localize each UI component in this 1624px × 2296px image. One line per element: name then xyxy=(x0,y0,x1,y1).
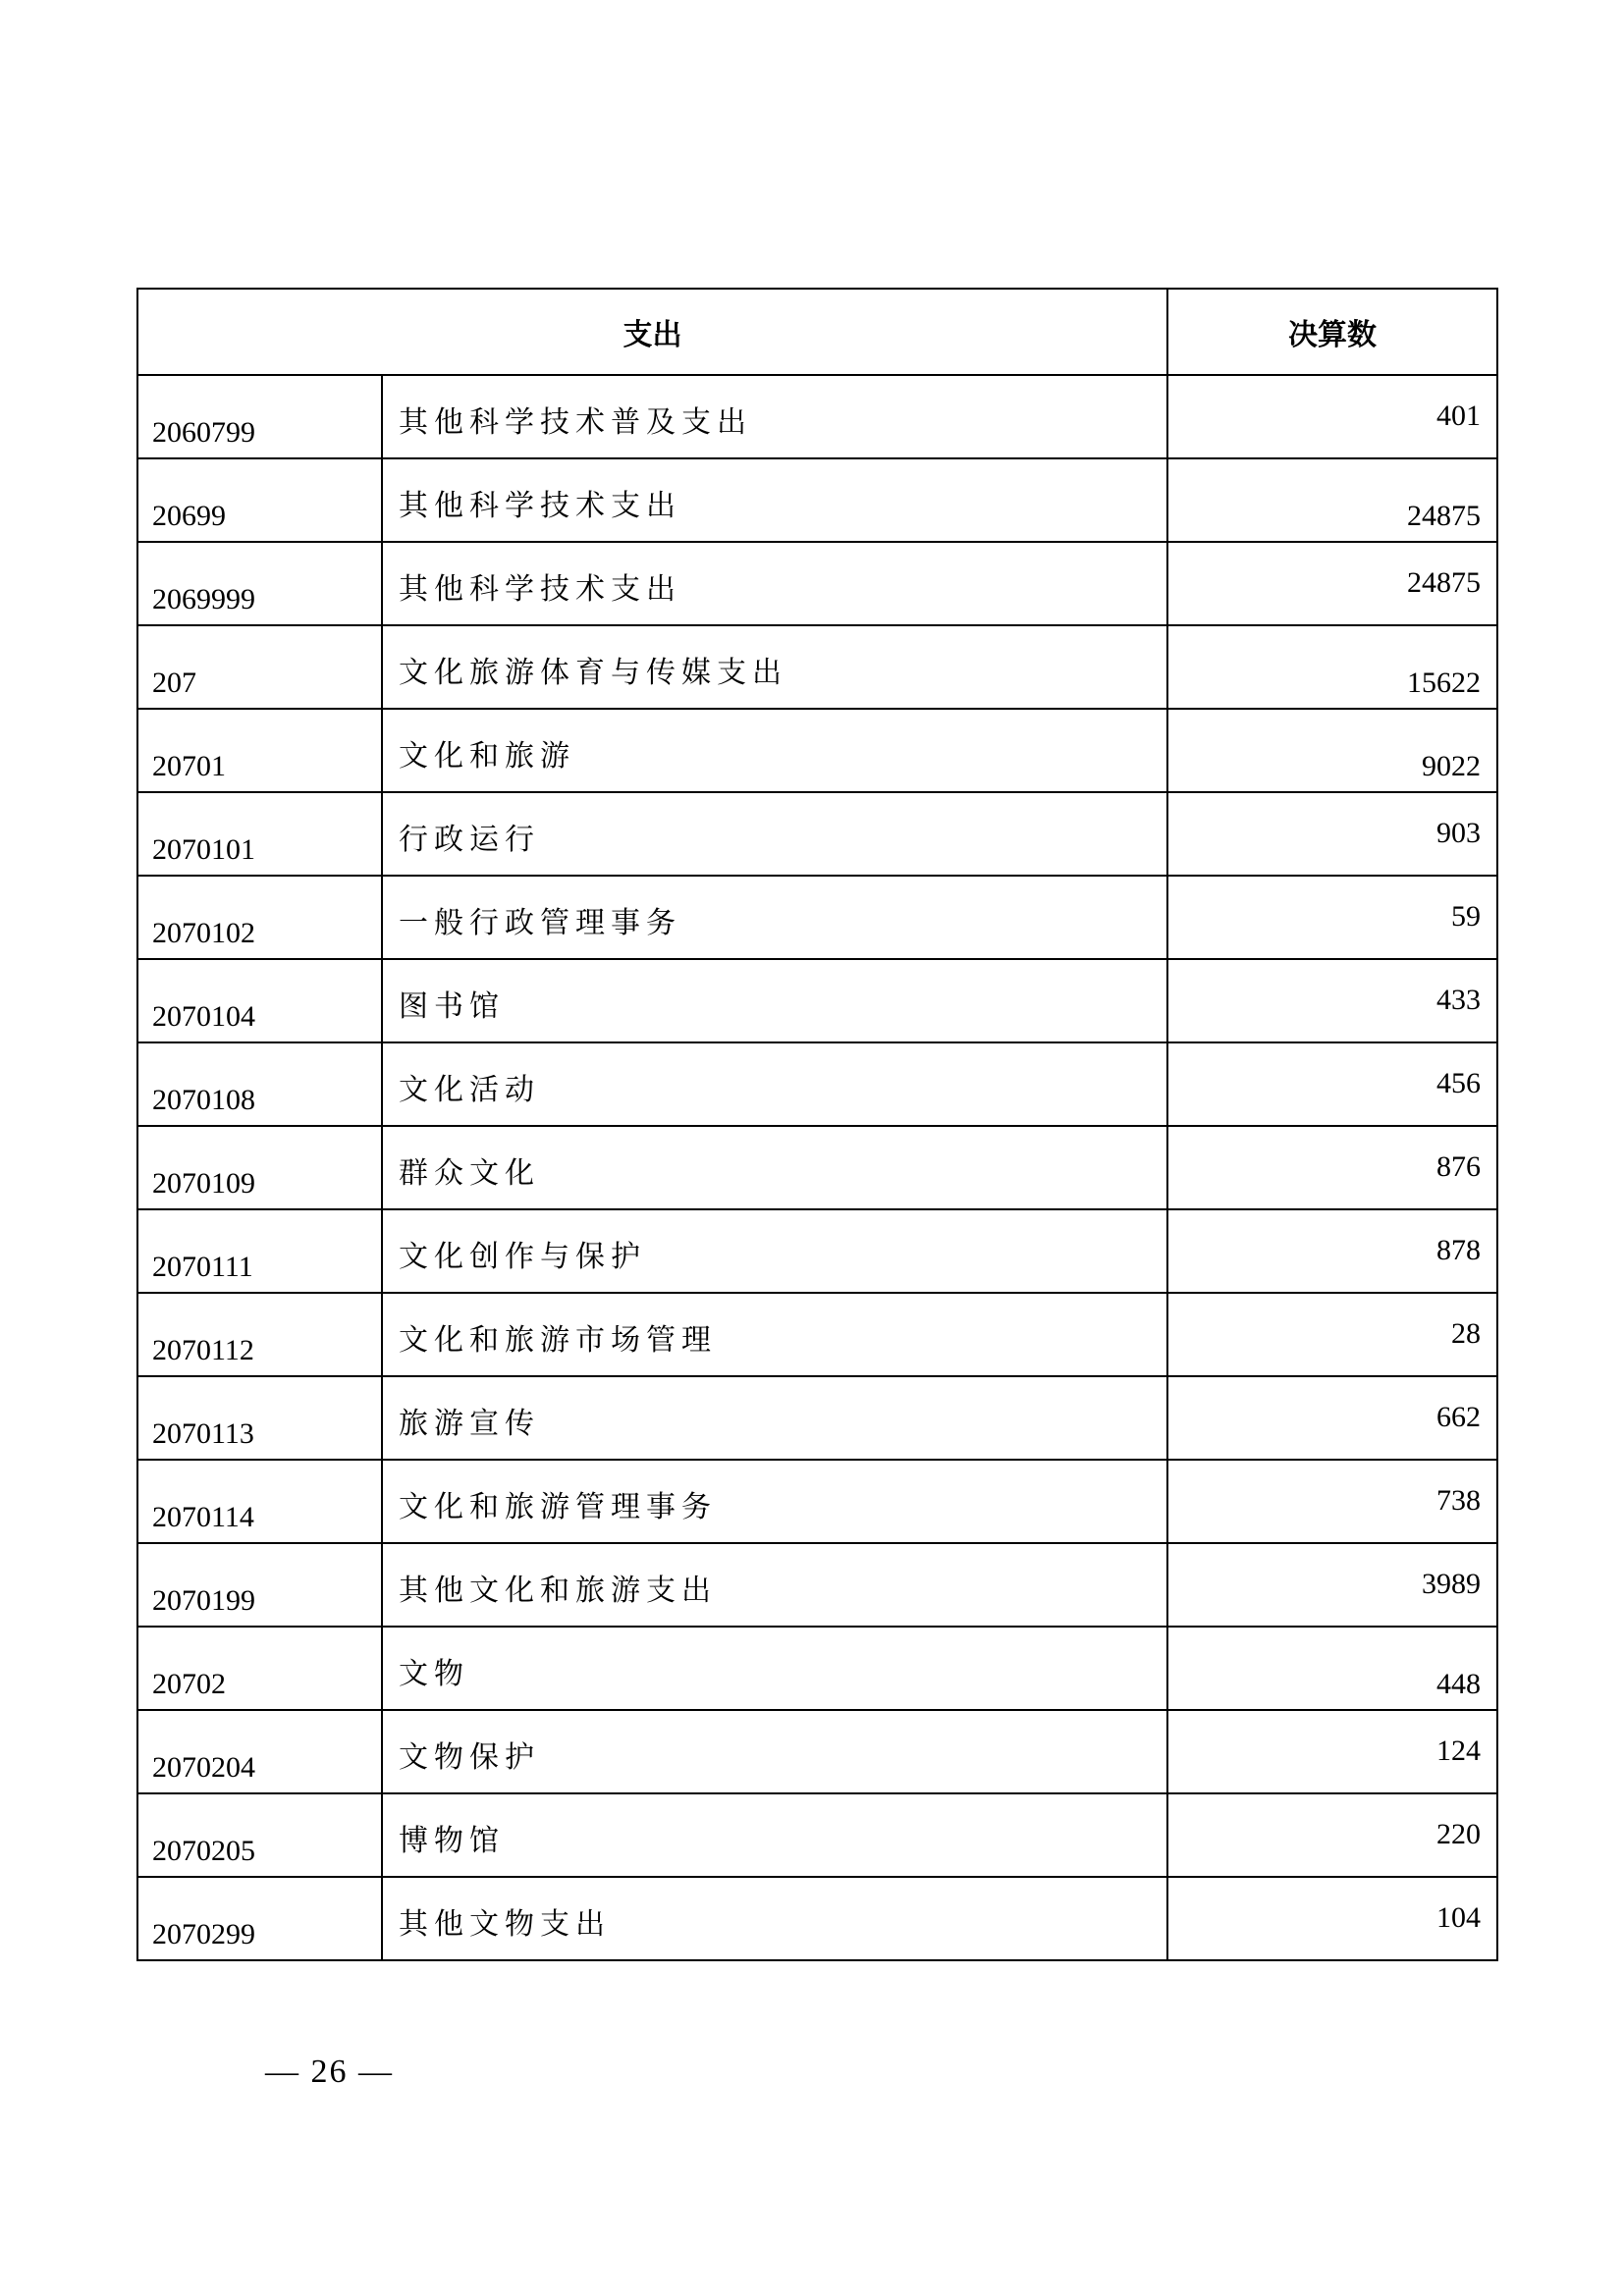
table-row xyxy=(137,375,1497,458)
table-row xyxy=(137,1877,1497,1960)
row-code: 20699 xyxy=(137,458,382,542)
row-amount: 104 xyxy=(1167,1877,1497,1960)
row-name: 文物 xyxy=(382,1627,1167,1710)
row-amount: 903 xyxy=(1167,792,1497,876)
row-name: 旅游宣传 xyxy=(382,1376,1167,1460)
table-row xyxy=(137,792,1497,876)
row-code: 2070112 xyxy=(137,1293,382,1376)
table-row xyxy=(137,709,1497,792)
table-row xyxy=(137,959,1497,1042)
table-row xyxy=(137,1293,1497,1376)
table-row xyxy=(137,876,1497,959)
table-row xyxy=(137,542,1497,625)
row-amount: 878 xyxy=(1167,1209,1497,1293)
row-amount: 3989 xyxy=(1167,1543,1497,1627)
row-amount: 59 xyxy=(1167,876,1497,959)
row-name: 图书馆 xyxy=(382,959,1167,1042)
budget-table xyxy=(136,288,1498,1961)
row-code: 2070108 xyxy=(137,1042,382,1126)
table-row xyxy=(137,1710,1497,1793)
row-name: 一般行政管理事务 xyxy=(382,876,1167,959)
row-code: 2070199 xyxy=(137,1543,382,1627)
row-name: 博物馆 xyxy=(382,1793,1167,1877)
row-code: 207 xyxy=(137,625,382,709)
row-name: 其他文化和旅游支出 xyxy=(382,1543,1167,1627)
row-code: 2060799 xyxy=(137,375,382,458)
row-amount: 876 xyxy=(1167,1126,1497,1209)
row-amount: 220 xyxy=(1167,1793,1497,1877)
header-expense: 支出 xyxy=(137,289,1167,375)
row-name: 文化和旅游 xyxy=(382,709,1167,792)
row-name: 文化旅游体育与传媒支出 xyxy=(382,625,1167,709)
row-amount: 662 xyxy=(1167,1376,1497,1460)
row-amount: 9022 xyxy=(1167,709,1497,792)
row-amount: 456 xyxy=(1167,1042,1497,1126)
row-name: 其他科学技术支出 xyxy=(382,542,1167,625)
row-code: 2069999 xyxy=(137,542,382,625)
table-row xyxy=(137,1460,1497,1543)
table-row xyxy=(137,458,1497,542)
row-name: 其他文物支出 xyxy=(382,1877,1167,1960)
table-header-row xyxy=(137,289,1497,375)
row-name: 文化活动 xyxy=(382,1042,1167,1126)
row-code: 2070113 xyxy=(137,1376,382,1460)
row-name: 文物保护 xyxy=(382,1710,1167,1793)
table-row xyxy=(137,625,1497,709)
row-code: 2070114 xyxy=(137,1460,382,1543)
row-code: 2070109 xyxy=(137,1126,382,1209)
row-amount: 28 xyxy=(1167,1293,1497,1376)
row-name: 文化和旅游管理事务 xyxy=(382,1460,1167,1543)
row-code: 2070104 xyxy=(137,959,382,1042)
row-name: 文化和旅游市场管理 xyxy=(382,1293,1167,1376)
row-code: 20701 xyxy=(137,709,382,792)
table-row xyxy=(137,1376,1497,1460)
row-code: 2070102 xyxy=(137,876,382,959)
row-code: 20702 xyxy=(137,1627,382,1710)
page-number: — 26 — xyxy=(265,2054,394,2090)
row-name: 群众文化 xyxy=(382,1126,1167,1209)
row-amount: 738 xyxy=(1167,1460,1497,1543)
header-amount: 决算数 xyxy=(1167,289,1497,375)
row-amount: 24875 xyxy=(1167,458,1497,542)
table-row xyxy=(137,1209,1497,1293)
table-row xyxy=(137,1126,1497,1209)
row-code: 2070299 xyxy=(137,1877,382,1960)
row-amount: 24875 xyxy=(1167,542,1497,625)
row-name: 其他科学技术普及支出 xyxy=(382,375,1167,458)
table-row xyxy=(137,1627,1497,1710)
row-amount: 448 xyxy=(1167,1627,1497,1710)
row-name: 文化创作与保护 xyxy=(382,1209,1167,1293)
row-code: 2070204 xyxy=(137,1710,382,1793)
row-code: 2070101 xyxy=(137,792,382,876)
table-row xyxy=(137,1793,1497,1877)
row-name: 行政运行 xyxy=(382,792,1167,876)
row-amount: 15622 xyxy=(1167,625,1497,709)
table-row xyxy=(137,1543,1497,1627)
row-amount: 401 xyxy=(1167,375,1497,458)
row-amount: 124 xyxy=(1167,1710,1497,1793)
row-name: 其他科学技术支出 xyxy=(382,458,1167,542)
row-code: 2070111 xyxy=(137,1209,382,1293)
row-code: 2070205 xyxy=(137,1793,382,1877)
table-body xyxy=(137,375,1497,1960)
table-row xyxy=(137,1042,1497,1126)
row-amount: 433 xyxy=(1167,959,1497,1042)
